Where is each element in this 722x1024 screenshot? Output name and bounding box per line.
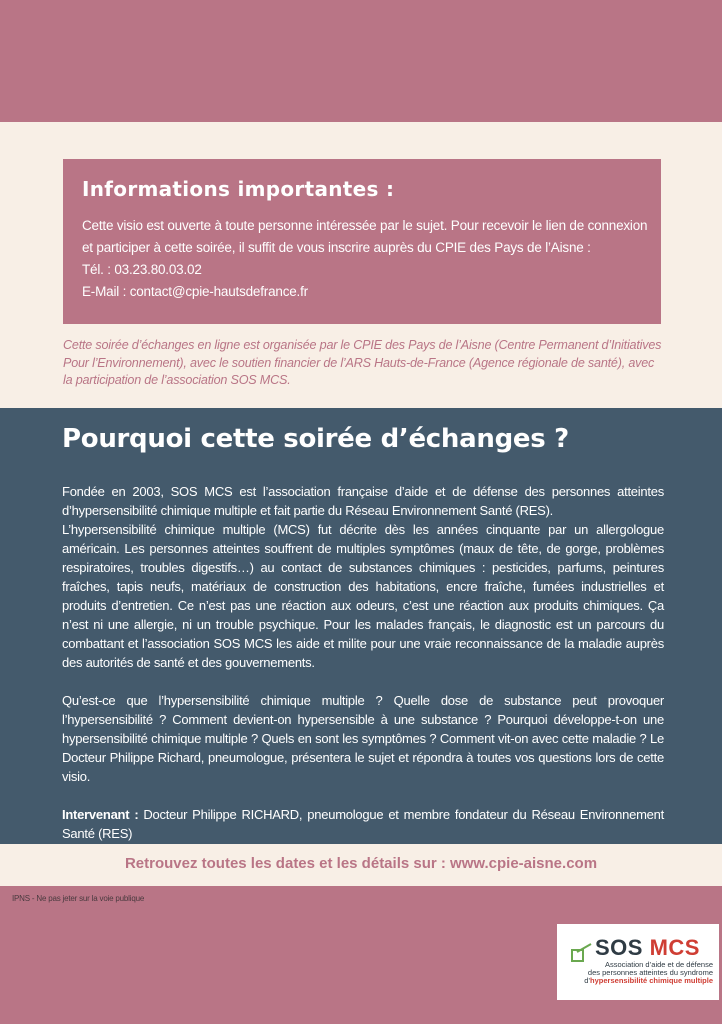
logo-mark-icon [571,942,593,962]
info-box [63,159,661,324]
logo-sos: SOS [595,935,650,960]
info-phone: Tél. : 03.23.80.03.02 [82,262,202,277]
info-text [82,215,650,303]
sos-mcs-logo [557,924,719,1000]
speaker-label: Intervenant : [62,807,139,822]
info-description: Cette visio est ouverte à toute personne intéressée par le sujet. Pour recevoir le lien de connexion et participer à cette soirée, il suffit de vous inscrire auprès du CPIE des Pays de l’Aisne : [82,218,648,255]
top-band [0,0,722,122]
why-section [0,408,722,844]
info-title: Informations importantes : [82,177,395,201]
logo-tagline-1: Association d’aide et de défense [605,960,713,969]
info-email[interactable]: E-Mail : contact@cpie-hautsdefrance.fr [82,284,308,299]
speaker-line [62,805,664,843]
logo-mcs: MCS [649,935,700,960]
section-body [62,482,664,843]
logo-tagline-3-prefix: d’ [584,976,591,985]
logo-tagline-3-red: hypersensibilité chimique multiple [590,976,713,985]
logo-title [595,935,700,961]
section-title: Pourquoi cette soirée d’échanges ? [62,424,569,454]
logo-tagline-3 [573,977,713,985]
footer-link-text[interactable]: Retrouvez toutes les dates et les détails sur : www.cpie-aisne.com [124,855,598,872]
ipns-notice: IPNS - Ne pas jeter sur la voie publique [12,894,145,903]
paragraph-questions: Qu’est-ce que l’hypersensibilité chimique multiple ? Quelle dose de substance peut provoquer l’hypersensibilité ? Comment devient-on hypersensible à une substance ? Pourquoi développe-t-on une hypersensibilité chimique multiple ? Quels en sont les symptômes ? Comment vit-on avec cette maladie ? Le Docteur Philippe Richard, pneumologue, présentera le sujet et répondra à toutes vos questions lors de cette visio. [62,693,664,784]
logo-tagline-2: des personnes atteintes du syndrome [587,968,713,977]
paragraph-founded: Fondée en 2003, SOS MCS est l’association française d’aide et de défense des personnes atteintes d’hypersensibilité chimique multiple et fait partie du Réseau Environnement Santé (RES). [62,484,664,518]
organizer-note: Cette soirée d’échanges en ligne est organisée par le CPIE des Pays de l’Aisne (Centre Permanent d’Initiatives Pour l’Environnement), avec le soutien financier de l’ARS Hauts-de-France (Agence régionale de santé), avec la participation de l’association SOS MCS. [63,338,662,387]
paragraph-mcs-description: L’hypersensibilité chimique multiple (MCS) fut décrite dès les années cinquante par un allergologue américain. Les personnes atteintes souffrent de multiples symptômes (maux de tête, de gorge, problèmes respiratoires, troubles digestifs…) au contact de substances chimiques : pesticides, parfums, peintures fraîches, tapis neufs, matériaux de construction des habitations, encre fraîche, fumées industrielles et produits d’entretien. Ce n’est pas une réaction aux odeurs, c’est une réaction aux produits chimiques. Ça n’est ni une allergie, ni un trouble psychique. Pour les malades français, le diagnostic est un parcours du combattant et l’association SOS MCS les aide et milite pour une vraie reconnaissance de la maladie auprès des autorités de santé et des gouvernements. [62,522,664,670]
speaker-text: Docteur Philippe RICHARD, pneumologue et membre fondateur du Réseau Environnement Santé (RES) [62,807,664,841]
footer-band [0,844,722,886]
